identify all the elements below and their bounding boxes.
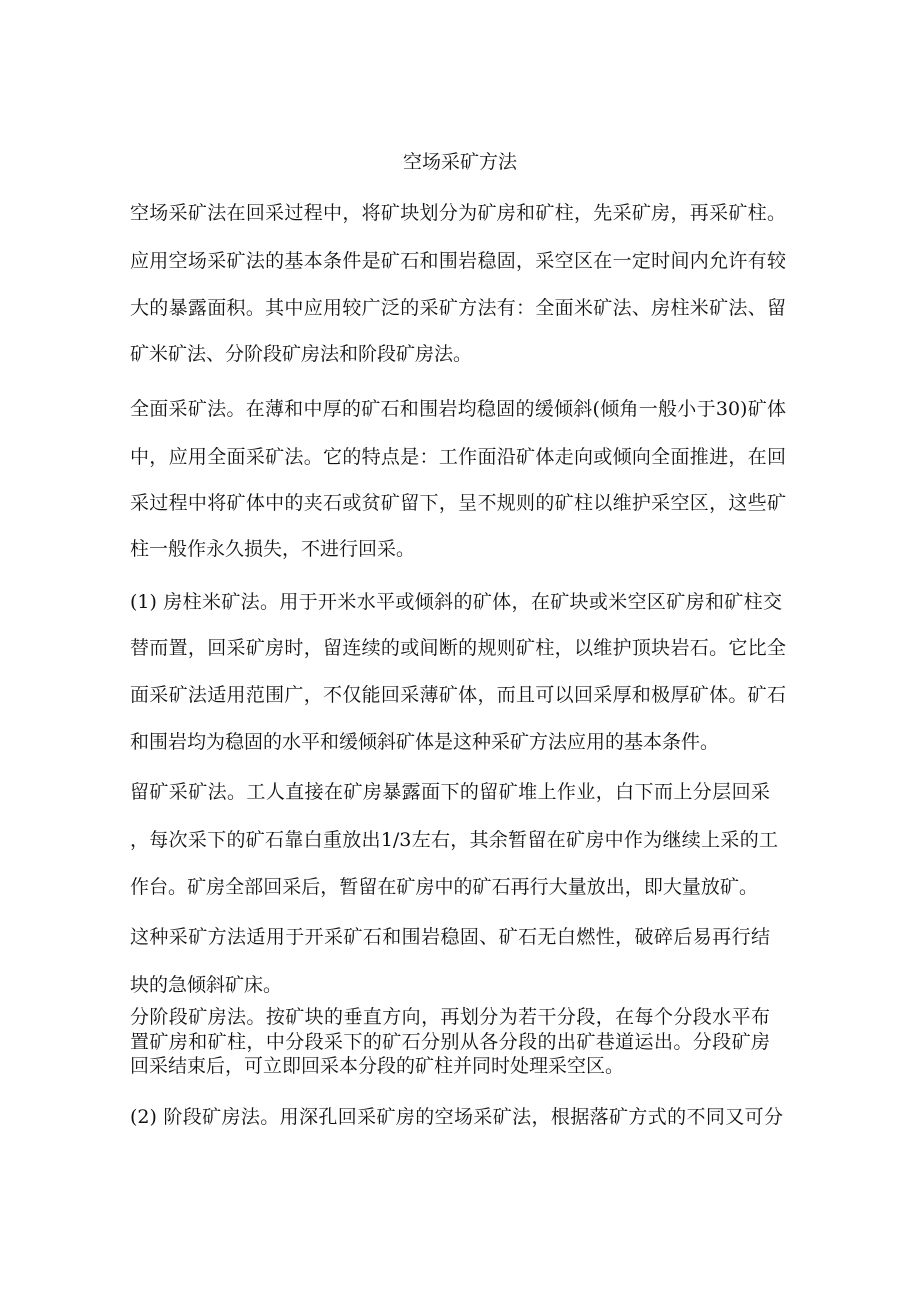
text-line: 面采矿法适用范围广，不仅能回采薄矿体，而且可以回采厚和极厚矿体。矿石 (130, 684, 786, 706)
text-line: 块的急倾斜矿床。 (130, 974, 283, 996)
text-line: 回采结束后，可立即回采本分段的矿柱并同时处理采空区。 (130, 1055, 625, 1077)
text-line: (1) 房柱米矿法。用于开米水平或倾斜的矿体，在矿块或米空区矿房和矿柱交 (130, 591, 782, 613)
text-line: 置矿房和矿柱，中分段采下的矿石分别从各分段的出矿巷道运出。分段矿房 (130, 1031, 770, 1053)
text-line: 作台。矿房全部回采后，暂留在矿房中的矿石再行大量放出，即大量放矿。 (130, 876, 758, 898)
text-line: 柱一般作永久损失，不进行回采。 (130, 538, 416, 560)
text-line: 中，应用全面采矿法。它的特点是：工作面沿矿体走向或倾向全面推进，在回 (130, 446, 786, 468)
text-line: 和围岩均为稳固的水平和缓倾斜矿体是这种采矿方法应用的基本条件。 (130, 731, 720, 753)
text-line: 大的暴露面积。其中应用较广泛的采矿方法有：全面米矿法、房柱米矿法、留 (130, 297, 786, 319)
text-line: 这种采矿方法适用于开采矿石和围岩稳固、矿石无白燃性，破碎后易再行结 (130, 926, 770, 948)
text-line: 空场采矿法在回采过程中，将矿块划分为矿房和矿柱，先采矿房，再采矿柱。 (130, 202, 786, 224)
document-title: 空场采矿方法 (402, 151, 517, 173)
text-line: 分阶段矿房法。按矿块的垂直方向，再划分为若干分段，在每个分段水平布 (130, 1006, 770, 1028)
text-line: ，每次采下的矿石靠白重放出1/3左右，其余暂留在矿房中作为继续上采的工 (130, 829, 778, 851)
text-line: 留矿采矿法。工人直接在矿房暴露面下的留矿堆上作业，白下而上分层回采 (130, 781, 770, 803)
text-line: 采过程中将矿体中的夹石或贫矿留下，呈不规则的矿柱以维护采空区，这些矿 (130, 492, 786, 514)
text-line: 全面采矿法。在薄和中厚的矿石和围岩均稳固的缓倾斜(倾角一般小于30)矿体 (130, 398, 786, 420)
text-line: 应用空场采矿法的基本条件是矿石和围岩稳固，采空区在一定时间内允许有较 (130, 250, 786, 272)
text-line: (2) 阶段矿房法。用深孔回采矿房的空场采矿法，根据落矿方式的不同又可分 (130, 1106, 783, 1128)
text-line: 矿米矿法、分阶段矿房法和阶段矿房法。 (130, 343, 473, 365)
text-line: 替而置，回采矿房时，留连续的或间断的规则矿柱，以维护顶块岩石。它比全 (130, 637, 786, 659)
